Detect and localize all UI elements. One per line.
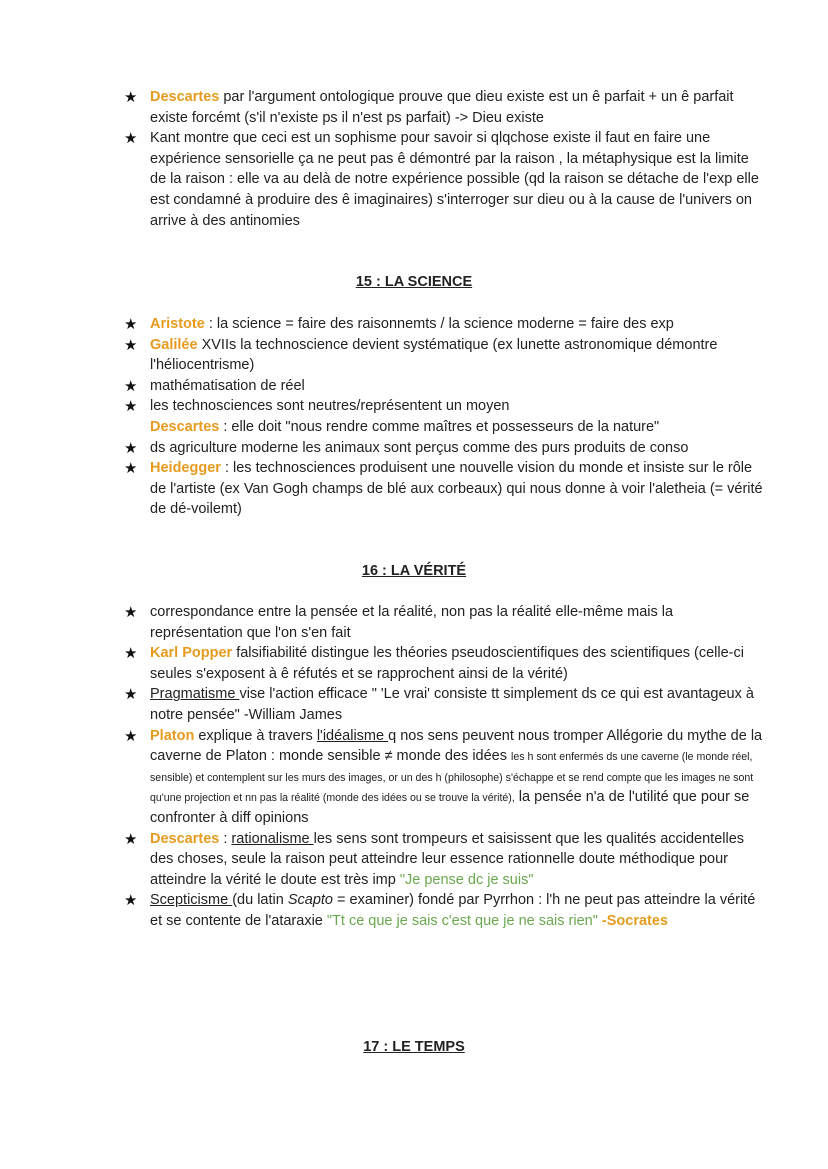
list-item: ★ Aristote : la science = faire des raisonnemts / la science moderne = faire des exp bbox=[124, 314, 764, 335]
philosopher-name: Aristote bbox=[150, 316, 205, 332]
list-item: ★ correspondance entre la pensée et la réalité, non pas la réalité elle-même mais la représentation que l'on s'en fait bbox=[124, 602, 764, 643]
small-note: les h sont enfermés ds une caverne (le monde réel, sensible) et contemplent sur les murs des images, or un des h (philosophe) s'échappe et se rend compte que les images ne sont qu'une projection et nn pas la réalité (monde des idées ou se trouve la vérité), bbox=[150, 751, 754, 805]
list-item: ★ Karl Popper falsifiabilité distingue les théories pseudoscientifiques des scientifiques (celle-ci seules s'exposent à ê réfutés et se rapprochent ainsi de la vérité) bbox=[124, 643, 764, 684]
philosopher-name: -Socrates bbox=[597, 912, 668, 929]
philosopher-name: Descartes bbox=[150, 89, 220, 105]
concept-term: rationalisme bbox=[231, 830, 314, 847]
quote: "Je pense dc je suis" bbox=[399, 871, 534, 888]
concept-term: Pragmatisme bbox=[150, 686, 240, 703]
list-item: ★ Platon explique à travers l'idéalisme q nos sens peuvent nous tromper Allégorie du mythe de la caverne de Platon : monde sensible ≠ monde des idées les h sont enfermés ds une caverne (le monde réel, sensible) et contemplent sur les murs des images, or un des h (philosophe) s'échappe et se rend compte que les images ne sont qu'une projection et nn pas la réalité (monde des idées ou se trouve la vérité), la pensée n'a de l'utilité que pour se confronter à diff opinions bbox=[124, 726, 764, 829]
philosopher-name: Karl Popper bbox=[150, 645, 233, 662]
list-item: ★ Descartes par l'argument ontologique prouve que dieu existe est un ê parfait + un ê parfait existe forcémt (s'il n'existe ps il n'est ps parfait) -> Dieu existe bbox=[124, 87, 764, 128]
concept-term: Scepticisme bbox=[150, 892, 233, 909]
intro-list bbox=[124, 87, 764, 231]
philosopher-name: Galilée bbox=[150, 336, 198, 353]
list-item: Descartes : elle doit "nous rendre comme maîtres et possesseurs de la nature" bbox=[150, 418, 660, 435]
list-item: ★ mathématisation de réel bbox=[124, 376, 764, 397]
list-item: ★ ds agriculture moderne les animaux sont perçus comme des purs produits de conso bbox=[124, 438, 764, 459]
concept-term: l'idéalisme bbox=[316, 727, 389, 744]
list-item: ★ Galilée XVIIs la technoscience devient systématique (ex lunette astronomique démontre l'héliocentrisme) bbox=[124, 335, 764, 376]
list-item: ★ Descartes : rationalisme les sens sont trompeurs et saisissent que les qualités accidentelles des choses, seule la raison peut atteindre leur essence rationnelle doute méthodique pour atteindre la vérité le doute est très imp "Je pense dc je suis" bbox=[124, 829, 764, 891]
philosopher-name: Heidegger bbox=[150, 460, 221, 477]
list-item: ★ Pragmatisme vise l'action efficace " 'Le vrai' consiste tt simplement ds ce qui est avantageux à notre pensée" -William James bbox=[124, 684, 764, 725]
philosopher-name: Descartes bbox=[150, 830, 220, 847]
latin-word: Scapto bbox=[287, 892, 333, 909]
quote: "Tt ce que je sais c'est que je ne sais rien" bbox=[326, 912, 598, 929]
list-item: ★ Heidegger : les technosciences produisent une nouvelle vision du monde et insiste sur le rôle de l'artiste (ex Van Gogh champs de blé aux corbeaux) qui nous donne à voir l'aletheia (= vérité de dé-voilemt) bbox=[124, 458, 764, 520]
philosopher-name: Platon bbox=[150, 727, 195, 744]
section-title-temps: 17 : LE TEMPS bbox=[363, 1039, 465, 1055]
section-title-science: 15 : LA SCIENCE bbox=[355, 274, 473, 290]
philosopher-name: Descartes bbox=[150, 418, 220, 435]
list-item: ★ les technosciences sont neutres/représentent un moyen bbox=[124, 396, 764, 417]
science-list bbox=[124, 314, 764, 520]
section-title-verite: 16 : LA VÉRITÉ bbox=[361, 563, 467, 579]
list-item: ★ Scepticisme (du latin Scapto = examiner) fondé par Pyrrhon : l'h ne peut pas atteindre la vérité et se contente de l'ataraxie "Tt ce que je sais c'est que je ne sais rien" -Socrates bbox=[124, 890, 764, 931]
list-item: ★ Kant montre que ceci est un sophisme pour savoir si qlqchose existe il faut en faire une expérience sensorielle ça ne peut pas ê démontré par la raison , la métaphysique est la limite de la raison : elle va au delà de notre expérience possible (qd la raison se détache de l'exp elle est condamné à produire des ê imaginaires) s'interroger sur dieu ou à la cause de l'univers on arrive à des antinomies bbox=[124, 128, 764, 231]
verite-list bbox=[124, 602, 764, 932]
